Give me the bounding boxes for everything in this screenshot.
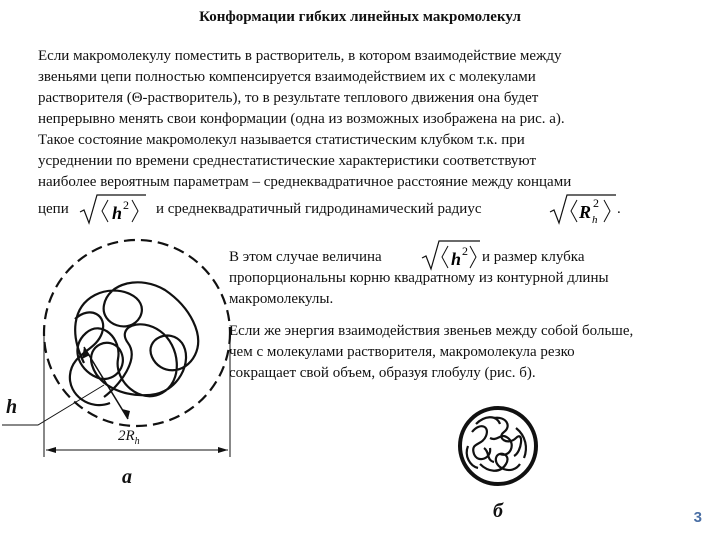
- para1-last-suffix: .: [617, 201, 621, 217]
- formula-r-exp: 2: [593, 196, 599, 210]
- page-number: 3: [693, 509, 702, 526]
- diameter-label-main: 2R: [118, 428, 135, 444]
- coil-boundary: [44, 240, 230, 426]
- coil-figure: [0, 235, 260, 505]
- globule-figure: [450, 402, 550, 492]
- formula-rms-distance-2: [420, 238, 482, 274]
- h-vector: [84, 347, 128, 419]
- para1-line: непрерывно менять свои конформации (одна из возможных изображена на рис. а).: [38, 111, 565, 127]
- figure-label-a: а: [122, 466, 132, 488]
- formula-r-sub: h: [592, 214, 598, 226]
- para3-line: сокращает свой объем, образуя глобулу (рис. б).: [229, 365, 536, 381]
- dim-arrow-right: [218, 447, 228, 453]
- para1-last-prefix: цепи: [38, 201, 69, 217]
- formula-rms-distance: [78, 192, 148, 228]
- formula-exp: 2: [123, 198, 129, 212]
- para3-line: чем с молекулами растворителя, макромолекула резко: [229, 344, 575, 360]
- formula2-exp: 2: [462, 244, 468, 258]
- para2-line3: макромолекулы.: [229, 291, 334, 307]
- formula-r: R: [579, 202, 592, 222]
- para1-line: Если макромолекулу поместить в растворитель, в котором взаимодействие между: [38, 48, 562, 64]
- para1-line: Такое состояние макромолекул называется статистическим клубком т.к. при: [38, 132, 525, 148]
- dim-arrow-left: [46, 447, 56, 453]
- formula-h: h: [112, 203, 123, 223]
- h-label: h: [6, 396, 18, 418]
- slide-title: Конформации гибких линейных макромолекул: [199, 9, 521, 25]
- h-vector-arrow-end: [122, 409, 130, 419]
- para1-line: растворителя (Θ-растворитель), то в результате теплового движения она будет: [38, 90, 539, 106]
- para1-last-middle: и среднеквадратичный гидродинамический радиус: [156, 201, 482, 217]
- figure-label-b: б: [493, 500, 503, 522]
- formula-hydro-radius: [548, 192, 618, 228]
- para1-line: усреднении по времени среднестатистические характеристики соответствуют: [38, 153, 536, 169]
- coil-chain: [75, 282, 198, 397]
- diameter-label-sub: h: [134, 436, 140, 447]
- para1-line: наиболее вероятным параметрам – среднеквадратичное расстояние между концами: [38, 174, 572, 190]
- para2-line2: пропорциональны корню квадратному из контурной длины: [229, 270, 609, 286]
- para2-line1-prefix: В этом случае величина: [229, 249, 382, 265]
- para2-line1-suffix: и размер клубка: [482, 249, 585, 265]
- formula2-h: h: [451, 249, 462, 269]
- diameter-label: [118, 428, 140, 447]
- para1-line: звеньями цепи полностью компенсируется взаимодействием их с молекулами: [38, 69, 536, 85]
- para3-line: Если же энергия взаимодействия звеньев между собой больше,: [229, 323, 634, 339]
- h-pointer: [2, 385, 104, 425]
